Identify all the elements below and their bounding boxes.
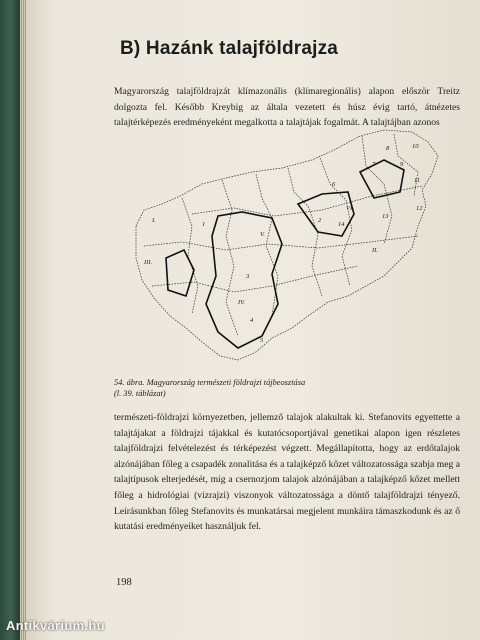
- map-label-14: 14: [338, 221, 345, 228]
- map-label-1: 1: [202, 221, 206, 228]
- figure-caption-title: 54. ábra. Magyarország természeti földrajzi tájbeosztása: [114, 378, 306, 387]
- map-label-iv: IV.: [238, 299, 245, 306]
- map-label-6: 6: [332, 181, 336, 188]
- map-label-3: 3: [246, 273, 250, 280]
- map-label-iii: III.: [144, 259, 153, 266]
- map-label-10: 10: [412, 143, 419, 150]
- map-label-v: V.: [260, 231, 265, 238]
- map-label-11: 11: [414, 177, 421, 184]
- body-paragraph: természeti-földrajzi környezetben, jellemző talajok alakultak ki. Stefanovits egyettette a talajtájakat a földrajzi tájakkal és kutatócsoportjával genetikai alapon igen részletes talajföldrajzi felvételezést és térképezést végzett. Megállapította, hogy az erdőtalajok alzónájában főleg a csapadék zonalitása és a talajképző kőzet változatossága szabja meg a talajtípusok elterjedését, míg a csernozjom talajok alzónájában a talajképző kőzet mellett főleg a hidrológiai (vízrajzi) viszonyok változatossága a döntő talajföldrajzi tényező. Leírásunkban főleg Stefanovits és munkatársai megjelent munkáira támaszkodunk és az ő kutatási eredményeiket használjuk fel.: [114, 412, 460, 533]
- hungary-landscape-map: [122, 126, 452, 366]
- page-number: 198: [116, 577, 132, 588]
- map-label-9: 9: [400, 161, 404, 168]
- map-label-13: 13: [382, 213, 389, 220]
- watermark-logo: Antikvárium.hu: [6, 618, 105, 633]
- figure-caption: [114, 378, 414, 400]
- map-label-ii: II.: [372, 247, 378, 254]
- section-heading: B) Hazánk talajföldrajza: [120, 38, 339, 59]
- map-label-5: 5: [260, 337, 264, 344]
- map-label-i: I.: [152, 217, 156, 224]
- book-spine: [0, 0, 20, 640]
- intro-paragraph: Magyarország talajföldrajzát klímazonális (klímaregionális) alapon először Treitz dolgozta fel. Később Kreybig az általa vezetett és húsz évig tartó, átnézetes talajtérképezés eredményeként megalkotta a talajtájak fogalmát. A talajtájban azonos: [114, 86, 460, 129]
- map-label-12: 12: [416, 205, 423, 212]
- map-label-2: 2: [318, 217, 322, 224]
- map-label-4: 4: [250, 317, 254, 324]
- figure-caption-reference: (l. 39. táblázat): [114, 388, 166, 398]
- map-label-7: 7: [372, 161, 376, 168]
- map-label-vi: VI.: [346, 205, 354, 212]
- book-page: [26, 0, 480, 640]
- map-label-8: 8: [386, 145, 390, 152]
